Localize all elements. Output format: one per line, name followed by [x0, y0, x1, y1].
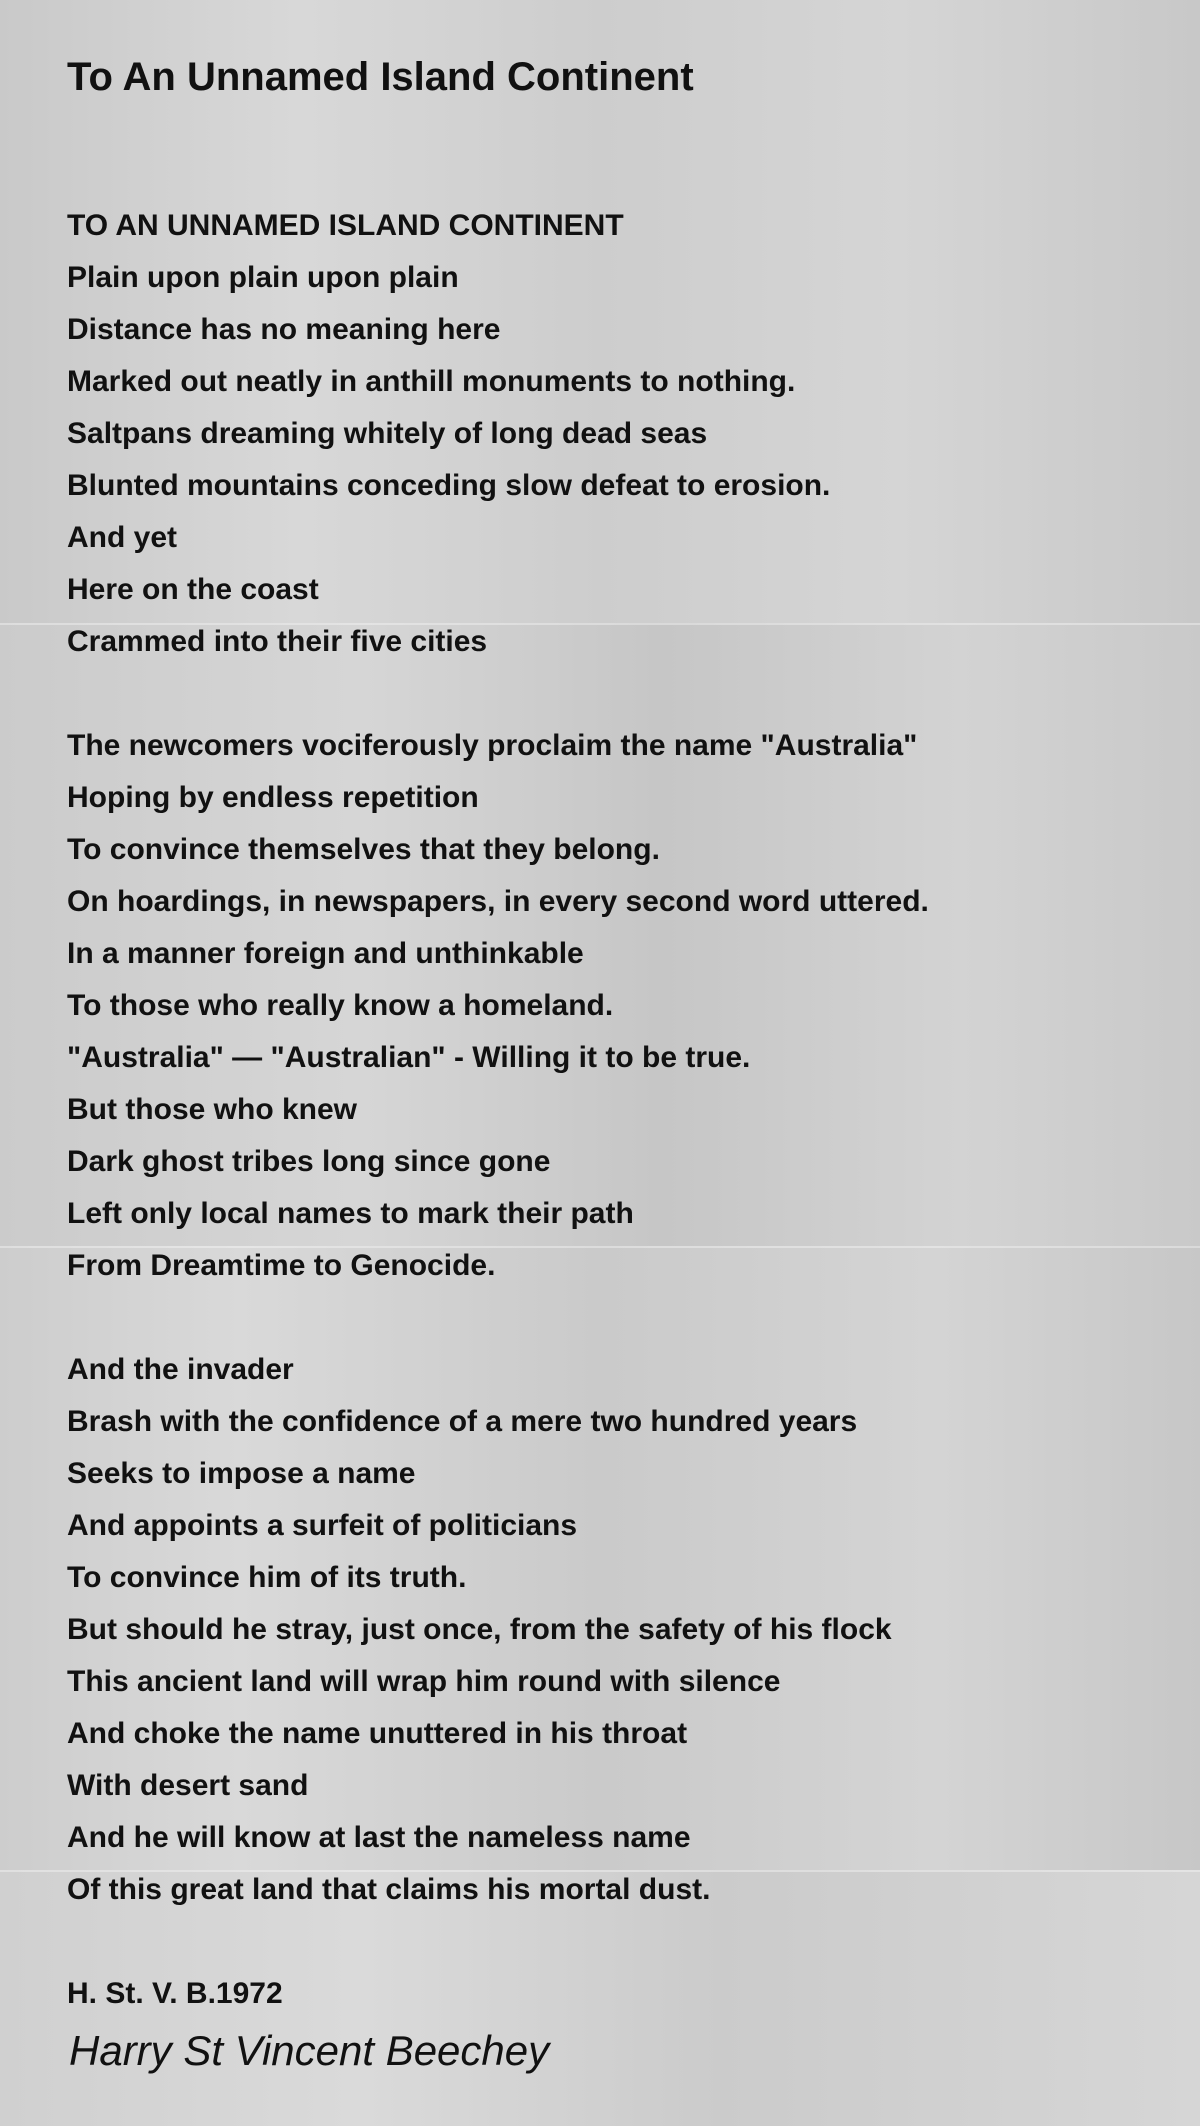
poem-title: To An Unnamed Island Continent — [67, 55, 694, 99]
poem-line: Left only local names to mark their path — [67, 1197, 634, 1230]
stanza-break — [67, 1292, 1167, 1344]
poem-line: In a manner foreign and unthinkable — [67, 937, 584, 970]
poem-container — [67, 50, 1167, 2020]
poem-line: "Australia" — "Australian" - Willing it to be true. — [67, 1041, 751, 1074]
poem-line: This ancient land will wrap him round with silence — [67, 1665, 781, 1698]
poem-line: With desert sand — [67, 1769, 309, 1802]
poem-line: Saltpans dreaming whitely of long dead seas — [67, 417, 708, 450]
poem-line: And the invader — [67, 1353, 294, 1386]
poem-line: Hoping by endless repetition — [67, 781, 479, 814]
poem-line: Of this great land that claims his mortal dust. — [67, 1873, 711, 1906]
poem-line: Marked out neatly in anthill monuments to nothing. — [67, 365, 796, 398]
stanza-break — [67, 668, 1167, 720]
poem-line: But those who knew — [67, 1093, 358, 1126]
poem-line: To those who really know a homeland. — [67, 989, 614, 1022]
poem-line: Seeks to impose a name — [67, 1457, 416, 1490]
poem-line: And choke the name unuttered in his throat — [67, 1717, 688, 1750]
poem-line: Here on the coast — [67, 573, 319, 606]
poem-line: Crammed into their five cities — [67, 625, 488, 658]
poem-line: To convince themselves that they belong. — [67, 833, 660, 866]
poem-line: On hoardings, in newspapers, in every second word uttered. — [67, 885, 929, 918]
poem-line: To convince him of its truth. — [67, 1561, 467, 1594]
author-name: Harry St Vincent Beechey — [69, 2027, 550, 2074]
poem-line: Brash with the confidence of a mere two hundred years — [67, 1405, 858, 1438]
poem-line: Plain upon plain upon plain — [67, 261, 459, 294]
poem-line: But should he stray, just once, from the safety of his flock — [67, 1613, 892, 1646]
stanza-break — [67, 1916, 1167, 1968]
poem-line: Dark ghost tribes long since gone — [67, 1145, 551, 1178]
poem-line: And he will know at last the nameless name — [67, 1821, 691, 1854]
poem-signature-date: H. St. V. B.1972 — [67, 1977, 283, 2010]
poem-line: And appoints a surfeit of politicians — [67, 1509, 578, 1542]
poem-line: From Dreamtime to Genocide. — [67, 1249, 496, 1282]
poem-line: Blunted mountains conceding slow defeat to erosion. — [67, 469, 831, 502]
poem-line: And yet — [67, 521, 178, 554]
poem-line: The newcomers vociferously proclaim the name "Australia" — [67, 729, 918, 762]
poem-line: TO AN UNNAMED ISLAND CONTINENT — [67, 209, 624, 242]
poem-body — [67, 200, 1167, 2020]
poem-line: Distance has no meaning here — [67, 313, 501, 346]
